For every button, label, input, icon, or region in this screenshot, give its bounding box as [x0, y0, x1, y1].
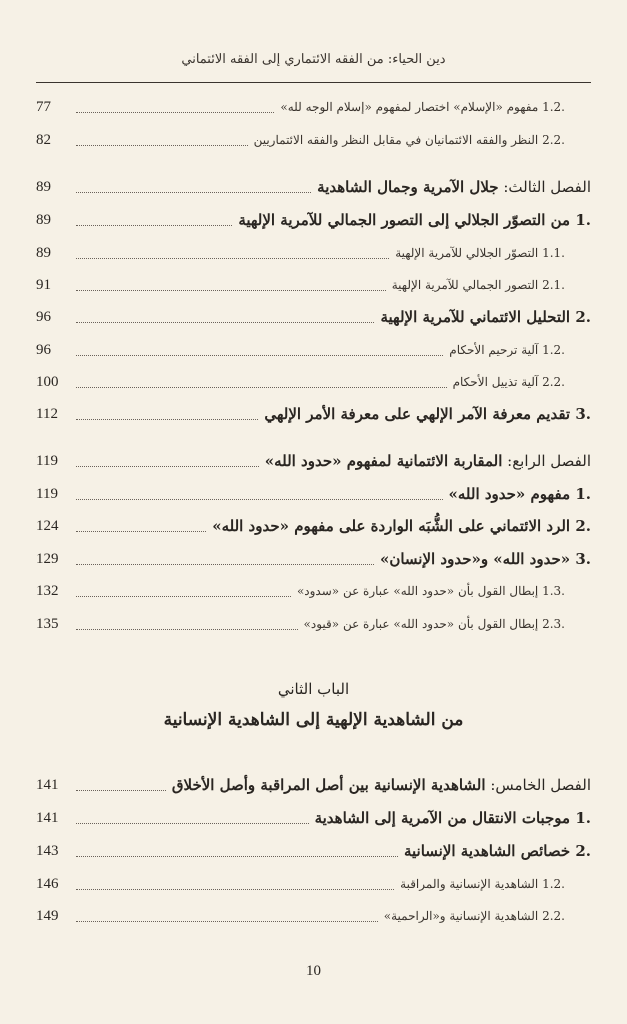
entry-page: 132 [36, 582, 59, 599]
entry-title: .2.2 الشاهدية الإنسانية و«الراحمية» [383, 909, 565, 923]
dot-leader [76, 889, 394, 890]
chapter-title: المقاربة الائتمانية لمفهوم «حدود الله» [264, 452, 503, 470]
entry-page: 141 [36, 809, 59, 826]
toc-entry [36, 127, 591, 153]
entry-title: .1 من التصوّر الجلالي إلى التصور الجمالي للآمرية الإلهية [238, 211, 591, 229]
dot-leader [76, 531, 206, 532]
toc-entry [36, 337, 591, 363]
entry-page: 89 [36, 211, 51, 228]
entry-page: 112 [36, 405, 58, 422]
entry-title: .2.3 إبطال القول بأن «حدود الله» عبارة عن «قيود» [303, 617, 565, 631]
entry-page: 96 [36, 308, 51, 325]
entry-page: 89 [36, 178, 51, 195]
chapter-label: الفصل الثالث: [503, 178, 591, 196]
chapter-heading [317, 178, 591, 196]
chapter-title: الشاهدية الإنسانية بين أصل المراقبة وأصل الأخلاق [171, 776, 486, 794]
dot-leader [76, 823, 309, 824]
toc-entry [36, 94, 591, 120]
dot-leader [76, 225, 232, 226]
dot-leader [76, 790, 166, 791]
entry-page: 143 [36, 842, 59, 859]
dot-leader [76, 419, 258, 420]
toc-entry [36, 207, 591, 233]
entry-page: 141 [36, 776, 59, 793]
entry-title: .1 موجبات الانتقال من الآمرية إلى الشاهدية [314, 809, 591, 827]
entry-page: 91 [36, 276, 51, 293]
dot-leader [76, 856, 398, 857]
dot-leader [76, 629, 298, 630]
entry-title: .1.3 إبطال القول بأن «حدود الله» عبارة عن «سدود» [296, 584, 565, 598]
dot-leader [76, 499, 443, 500]
toc-entry [36, 240, 591, 266]
entry-page: 119 [36, 485, 58, 502]
chapter-heading [265, 452, 591, 470]
entry-page: 129 [36, 550, 59, 567]
chapter-entry [36, 772, 591, 798]
dot-leader [76, 564, 374, 565]
entry-page: 89 [36, 244, 51, 261]
dot-leader [76, 145, 248, 146]
header-rule [36, 82, 591, 83]
chapter-label: الفصل الرابع: [507, 452, 591, 470]
toc-entry [36, 838, 591, 864]
running-head: دين الحياء: من الفقه الائتماري إلى الفقه الائتماني [181, 52, 446, 67]
dot-leader [76, 466, 259, 467]
dot-leader [76, 596, 291, 597]
entry-title: .1.2 الشاهدية الإنسانية والمراقبة [400, 877, 565, 891]
toc-entry [36, 513, 591, 539]
entry-title: .2.2 آلية تذييل الأحكام [452, 375, 565, 389]
dot-leader [76, 921, 378, 922]
entry-page: 135 [36, 615, 59, 632]
toc-entry [36, 546, 591, 572]
entry-page: 119 [36, 452, 58, 469]
part-title: من الشاهدية الإلهية إلى الشاهدية الإنسانية [163, 710, 464, 730]
dot-leader [76, 192, 311, 193]
entry-page: 100 [36, 373, 59, 390]
entry-page: 149 [36, 907, 59, 924]
entry-title: .2.2 النظر والفقه الائتمانيان في مقابل النظر والفقه الائتماريين [253, 133, 565, 147]
entry-page: 96 [36, 341, 51, 358]
entry-page: 124 [36, 517, 59, 534]
toc-entry [36, 903, 591, 929]
part-label: الباب الثاني [277, 680, 350, 698]
toc-entry [36, 304, 591, 330]
entry-title: .3 تقديم معرفة الآمر الإلهي على معرفة الأمر الإلهي [264, 405, 591, 423]
entry-title: .2.1 التصور الجمالي للآمرية الإلهية [391, 278, 565, 292]
toc-entry [36, 805, 591, 831]
page-number: 10 [306, 963, 321, 979]
chapter-title: جلال الآمرية وجمال الشاهدية [317, 178, 499, 196]
entry-title: .2 خصائص الشاهدية الإنسانية [403, 842, 591, 860]
entry-title: .3 «حدود الله» و«حدود الإنسان» [379, 550, 591, 568]
toc-entry [36, 578, 591, 604]
dot-leader [76, 387, 447, 388]
chapter-entry [36, 448, 591, 474]
dot-leader [76, 258, 389, 259]
chapter-heading [172, 776, 591, 794]
dot-leader [76, 322, 374, 323]
toc-entry [36, 871, 591, 897]
chapter-label: الفصل الخامس: [490, 776, 591, 794]
toc-entry [36, 401, 591, 427]
entry-title: .2 الرد الائتماني على الشُّبَه الواردة على مفهوم «حدود الله» [212, 517, 591, 535]
chapter-entry [36, 174, 591, 200]
toc-entry [36, 369, 591, 395]
dot-leader [76, 290, 386, 291]
entry-title: .1.2 آلية ترحيم الأحكام [449, 343, 565, 357]
toc-entry [36, 611, 591, 637]
toc-entry [36, 272, 591, 298]
entry-page: 82 [36, 131, 51, 148]
entry-title: .1.2 مفهوم «الإسلام» اختصار لمفهوم «إسلام الوجه لله» [280, 100, 565, 114]
entry-page: 77 [36, 98, 51, 115]
entry-title: .2 التحليل الائتماني للآمرية الإلهية [380, 308, 591, 326]
dot-leader [76, 355, 443, 356]
dot-leader [76, 112, 274, 113]
entry-page: 146 [36, 875, 59, 892]
entry-title: .1 مفهوم «حدود الله» [448, 485, 591, 503]
entry-title: .1.1 التصوّر الجلالي للآمرية الإلهية [395, 246, 565, 260]
toc-entry [36, 481, 591, 507]
